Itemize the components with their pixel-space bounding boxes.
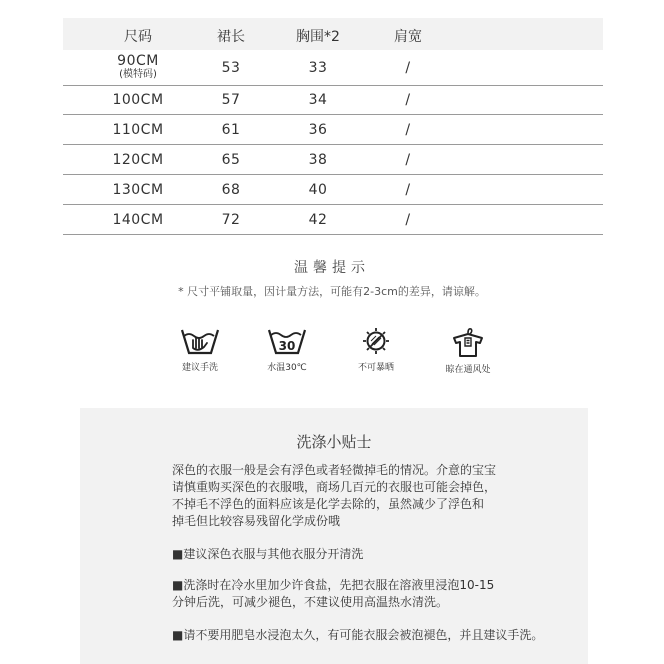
size-cell — [117, 52, 159, 81]
hang-dry-icon — [448, 326, 488, 358]
length-cell: 68 — [221, 181, 241, 198]
water-temp-value: 30 — [278, 339, 296, 353]
text-line: 不掉毛不浮色的面料应该是化学去除的，虽然减少了浮色和 — [172, 497, 485, 511]
care-label: 水温30℃ — [267, 363, 307, 373]
size-cell: 100CM — [112, 92, 164, 108]
wash-tip-2 — [172, 577, 602, 611]
care-item-hang-dry — [428, 326, 508, 375]
text-line: 掉毛但比较容易残留化学成份哦 — [172, 514, 341, 528]
shoulder-cell: / — [405, 181, 411, 198]
tips-note: * 尺寸平铺取量，因计量方法，可能有2-3cm的差异，请谅解。 — [178, 285, 486, 298]
wash-tip-3 — [172, 627, 602, 644]
size-cell: 140CM — [112, 211, 164, 228]
hand-wash-icon — [180, 326, 220, 356]
table-row — [63, 205, 603, 235]
care-item-no-sun — [336, 326, 416, 373]
wash-tips-card — [80, 408, 588, 664]
chest-cell: 34 — [308, 92, 328, 108]
length-cell: 61 — [221, 121, 241, 138]
text-line: 分钟后洗，可减少褪色，不建议使用高温热水清洗。 — [172, 595, 449, 609]
table-row — [63, 145, 603, 175]
chest-cell: 36 — [308, 121, 328, 138]
size-table — [63, 18, 603, 235]
wash-tips-title: 洗涤小贴士 — [296, 433, 372, 451]
text-line: ■建议深色衣服与其他衣服分开清洗 — [172, 547, 364, 561]
size-value: 90CM — [117, 52, 159, 69]
chest-cell: 33 — [308, 59, 328, 76]
header-shoulder: 肩宽 — [394, 29, 422, 45]
table-row — [63, 175, 603, 205]
care-item-hand-wash — [160, 326, 240, 373]
care-icons — [150, 326, 520, 386]
chest-cell: 38 — [308, 151, 328, 168]
length-cell: 57 — [221, 92, 241, 108]
text-line: ■请不要用肥皂水浸泡太久，有可能衣服会被泡褪色，并且建议手洗。 — [172, 628, 544, 642]
length-cell: 65 — [221, 151, 241, 168]
header-size: 尺码 — [124, 29, 152, 45]
table-row — [63, 86, 603, 115]
size-cell: 110CM — [112, 121, 164, 138]
wash-tip-1 — [172, 546, 602, 563]
no-sun-icon — [356, 326, 396, 356]
size-cell: 130CM — [112, 181, 164, 198]
header-chest: 胸围*2 — [296, 29, 340, 45]
shoulder-cell: / — [405, 151, 411, 168]
water-temp-icon — [267, 326, 307, 356]
care-item-water-temp — [247, 326, 327, 373]
care-label: 晾在通风处 — [445, 365, 491, 375]
shoulder-cell: / — [405, 211, 411, 228]
shoulder-cell: / — [405, 92, 411, 108]
text-line: ■洗涤时在冷水里加少许食盐，先把衣服在溶液里浸泡10-15 — [172, 578, 495, 592]
text-line: 深色的衣服一般是会有浮色或者轻微掉毛的情况。介意的宝宝 — [172, 463, 497, 477]
length-cell: 53 — [221, 59, 241, 76]
header-length: 裙长 — [217, 29, 245, 45]
size-cell: 120CM — [112, 151, 164, 168]
care-label: 建议手洗 — [181, 363, 218, 373]
chest-cell: 40 — [308, 181, 328, 198]
care-label: 不可暴晒 — [357, 363, 394, 373]
tips-title: 温馨提示 — [294, 260, 370, 276]
table-row — [63, 115, 603, 145]
size-note: (模特码) — [119, 68, 157, 80]
table-row — [63, 50, 603, 86]
text-line: 请慎重购买深色的衣服哦，商场几百元的衣服也可能会掉色， — [172, 480, 497, 494]
shoulder-cell: / — [405, 121, 411, 138]
table-header — [63, 18, 603, 50]
wash-tips-intro — [172, 462, 602, 530]
shoulder-cell: / — [405, 59, 411, 76]
length-cell: 72 — [221, 211, 241, 228]
chest-cell: 42 — [308, 211, 328, 228]
